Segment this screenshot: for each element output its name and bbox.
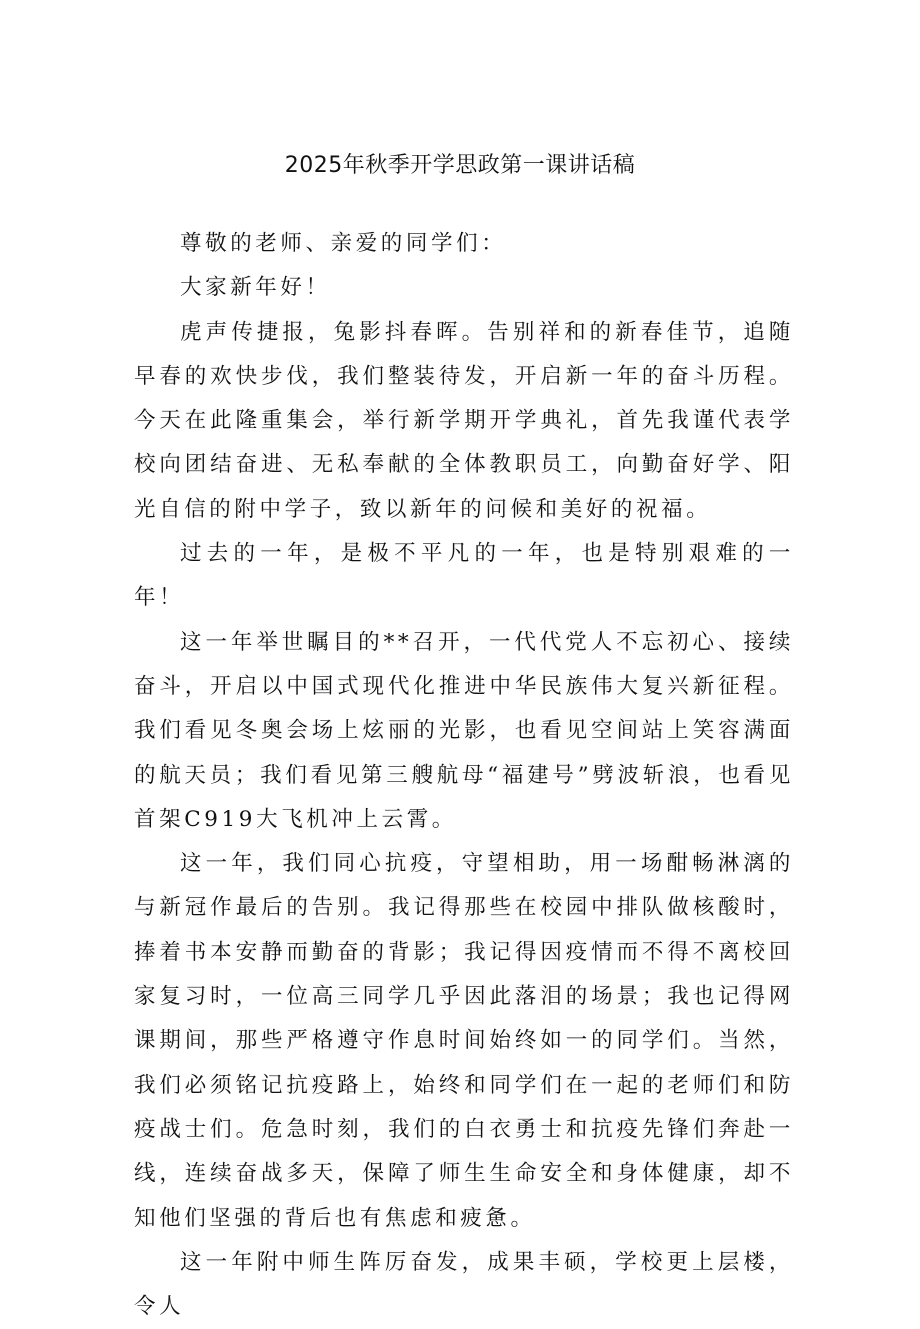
document-body	[134, 222, 794, 1329]
paragraph-pandemic: 这一年，我们同心抗疫，守望相助，用一场酣畅淋漓的与新冠作最后的告别。我记得那些在校园中排队做核酸时，捧着书本安静而勤奋的背影；我记得因疫情而不得不离校回家复习时，一位高三同学几乎因此落泪的场景；我也记得网课期间，那些严格遵守作息时间始终如一的同学们。当然，我们必须铭记抗疫路上，始终和同学们在一起的老师们和防疫战士们。危急时刻，我们的白衣勇士和抗疫先锋们奔赴一线，连续奋战多天，保障了师生生命安全和身体健康，却不知他们坚强的背后也有焦虑和疲惫。	[134, 851, 794, 1231]
paragraph-opening: 虎声传捷报，兔影抖春晖。告别祥和的新春佳节，追随早春的欢快步伐，我们整装待发，开启新一年的奋斗历程。今天在此隆重集会，举行新学期开学典礼，首先我谨代表学校向团结奋进、无私奉献的全体教职员工，向勤奋好学、阳光自信的附中学子，致以新年的问候和美好的祝福。	[134, 319, 794, 522]
paragraph-achievements: 这一年举世瞩目的**召开，一代代党人不忘初心、接续奋斗，开启以中国式现代化推进中华民族伟大复兴新征程。我们看见冬奥会场上炫丽的光影，也看见空间站上笑容满面的航天员；我们看见第三艘航母“福建号”劈波斩浪，也看见首架C919大飞机冲上云霄。	[134, 629, 794, 832]
document-title: 2025年秋季开学思政第一课讲话稿	[284, 153, 636, 178]
paragraph-school: 这一年附中师生阵厉奋发，成果丰硕，学校更上层楼，令人	[134, 1249, 794, 1320]
salutation: 尊敬的老师、亲爱的同学们：	[180, 231, 507, 256]
paragraph-past-year: 过去的一年，是极不平凡的一年，也是特别艰难的一年！	[134, 541, 794, 611]
greeting: 大家新年好！	[180, 275, 331, 301]
